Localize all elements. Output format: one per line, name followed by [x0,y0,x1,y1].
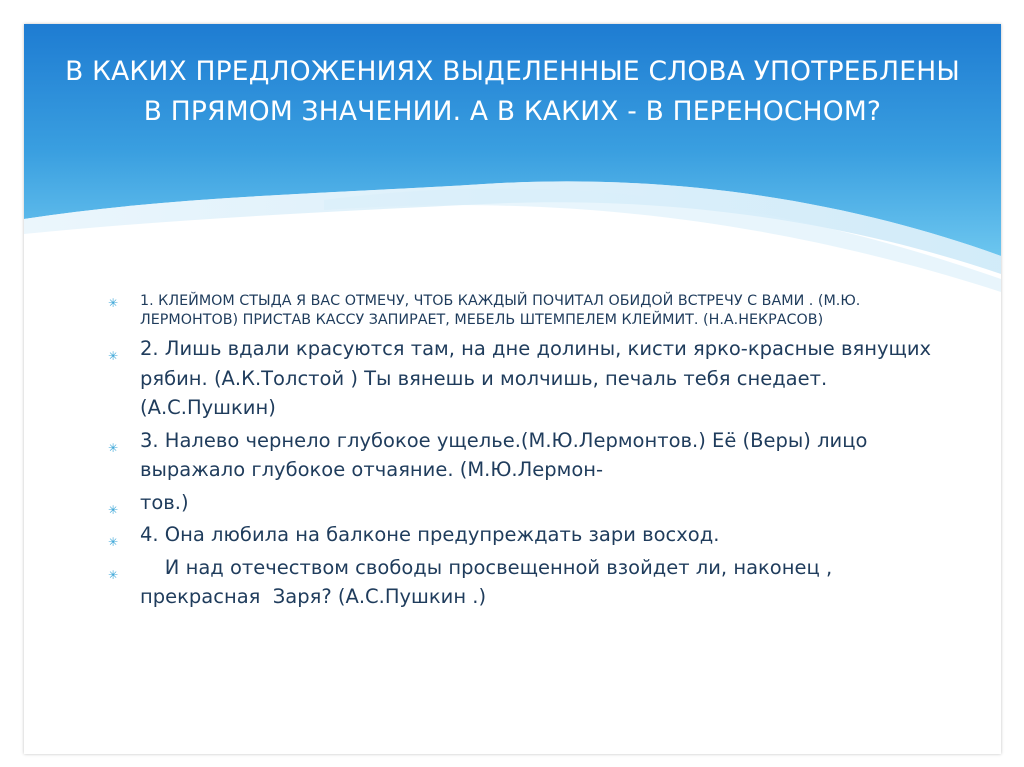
list-item-text: 4. Она любила на балконе предупреждать зари восход. [140,523,720,546]
bullet-list [102,292,942,615]
asterisk-bullet-icon: ✳ [108,349,119,363]
asterisk-bullet-icon: ✳ [108,440,119,455]
list-item [102,488,942,518]
list-item [102,292,942,330]
list-item [102,553,942,612]
asterisk-bullet-icon: ✳ [108,567,119,582]
list-item-text: 3. Налево чернело глубокое ущелье.(М.Ю.Лермонтов.) Её (Веры) лицо выражало глубокое отчаяние. (М.Ю.Лермон- [140,428,868,481]
presentation-slide [24,24,1001,754]
list-item-text: 2. Лишь вдали красуются там, на дне долины, кисти ярко-красные вянущих рябин. (А.К.Толстой ) Ты вянешь и молчишь, печаль тебя снедает. (А.С.Пушкин) [140,337,932,419]
asterisk-bullet-icon: ✳ [108,296,119,310]
asterisk-bullet-icon: ✳ [108,535,119,549]
list-item [102,334,942,423]
list-item-text: 1. КЛЕЙМОМ СТЫДА Я ВАС ОТМЕЧУ, ЧТОБ КАЖДЫЙ ПОЧИТАЛ ОБИДОЙ ВСТРЕЧУ С ВАМИ . (М.Ю. ЛЕРМОНТОВ) ПРИСТАВ КАССУ ЗАПИРАЕТ, МЕБЕЛЬ ШТЕМПЕЛЕМ КЛЕЙМИТ. (Н.А.НЕКРАСОВ) [140,293,861,328]
list-item-text: тов.) [140,490,189,514]
list-item [102,520,942,550]
list-item-text: И над отечеством свободы просвещенной взойдет ли, наконец , прекрасная Заря? (А.С.Пушкин .) [140,555,839,608]
asterisk-bullet-icon: ✳ [108,502,119,517]
slide-title: В КАКИХ ПРЕДЛОЖЕНИЯХ ВЫДЕЛЕННЫЕ СЛОВА УПОТРЕБЛЕНЫ В ПРЯМОМ ЗНАЧЕНИИ. А В КАКИХ - В ПЕРЕНОСНОМ? [65,56,960,127]
list-item [102,426,942,485]
